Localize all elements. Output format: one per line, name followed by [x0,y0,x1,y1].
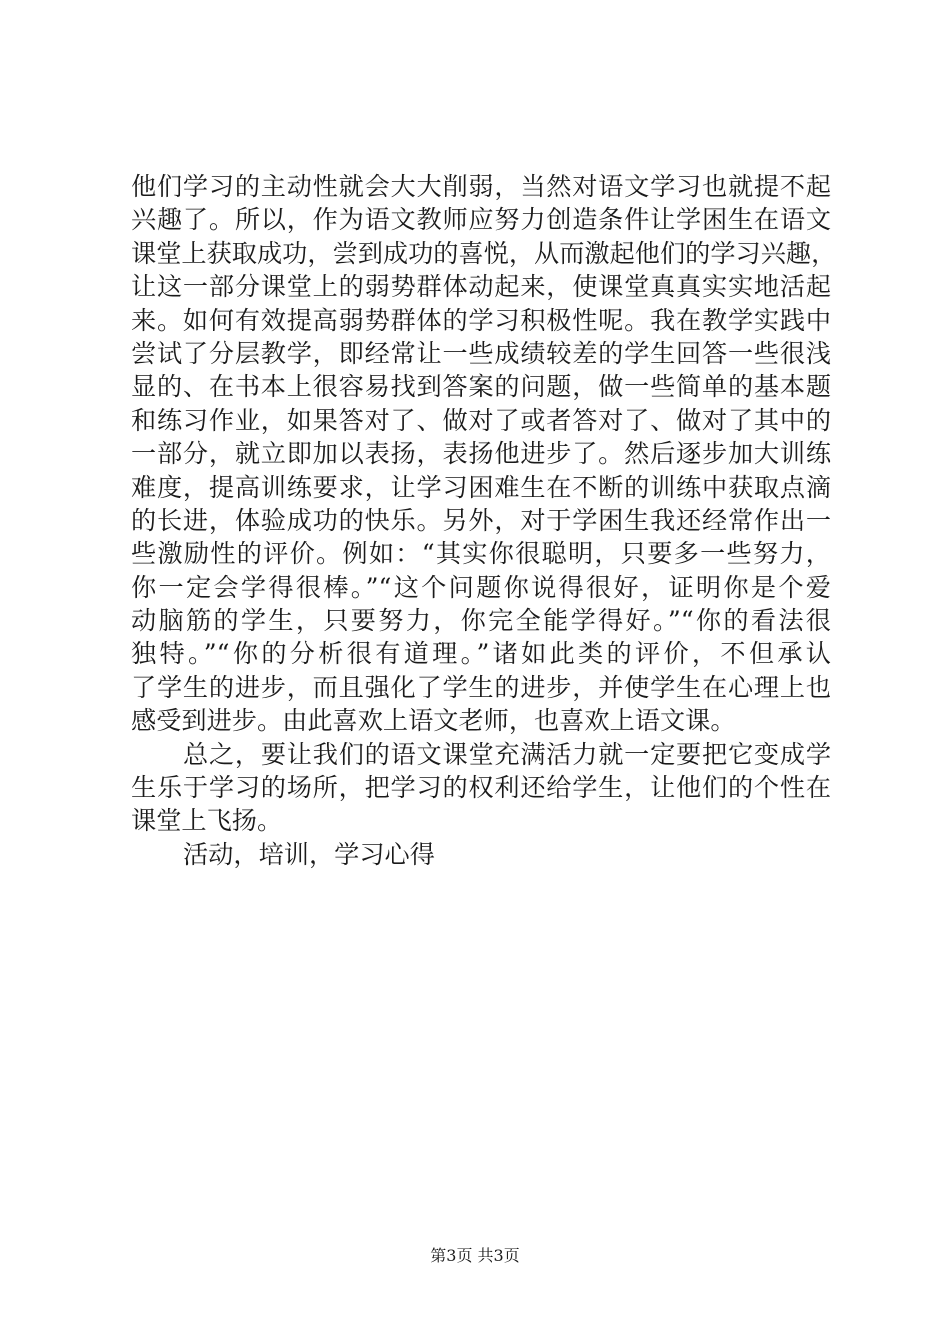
text-line: 他们学习的主动性就会大大削弱，当然对语文学习也就提不起 [131,172,831,201]
text-line: 难度，提高训练要求，让学习困难生在不断的训练中获取点滴 [131,472,831,502]
text-line: 兴趣了。所以，作为语文教师应努力创造条件让学困生在语文 [131,205,831,235]
text-line: 尝试了分层教学，即经常让一些成绩较差的学生回答一些很浅 [131,338,831,368]
text-line: 生乐于学习的场所，把学习的权利还给学生，让他们的个性在 [131,773,831,803]
text-line: 的长进，体验成功的快乐。另外，对于学困生我还经常作出一 [131,505,831,535]
text-line: 总之，要让我们的语文课堂充满活力就一定要把它变成学 [183,739,831,769]
page-number-footer: 第3页 共3页 [430,1246,520,1265]
text-line: 课堂上飞扬。 [131,806,283,836]
text-line: 和练习作业，如果答对了、做对了或者答对了、做对了其中的 [131,405,831,435]
text-line: 一部分，就立即加以表扬，表扬他进步了。然后逐步加大训练 [131,439,831,469]
text-line: 来。如何有效提高弱势群体的学习积极性呢。我在教学实践中 [131,305,831,335]
text-line: 让这一部分课堂上的弱势群体动起来，使课堂真真实实地活起 [131,272,831,302]
text-line: 你一定会学得很棒。”“这个问题你说得很好，证明你是个爱 [131,572,831,602]
text-line: 显的、在书本上很容易找到答案的问题，做一些简单的基本题 [131,372,831,402]
text-line: 动脑筋的学生，只要努力，你完全能学得好。”“你的看法很 [131,606,831,636]
keywords-line: 活动，培训，学习心得 [183,839,435,869]
text-line: 感受到进步。由此喜欢上语文老师，也喜欢上语文课。 [131,706,736,736]
text-line: 课堂上获取成功，尝到成功的喜悦，从而激起他们的学习兴趣， [131,238,837,268]
text-line: 独特。”“你的分析很有道理。”诸如此类的评价，不但承认 [131,639,831,669]
document-body [131,170,837,871]
text-line: 些激励性的评价。例如：“其实你很聪明，只要多一些努力， [131,539,831,569]
text-line: 了学生的进步，而且强化了学生的进步，并使学生在心理上也 [131,672,831,702]
